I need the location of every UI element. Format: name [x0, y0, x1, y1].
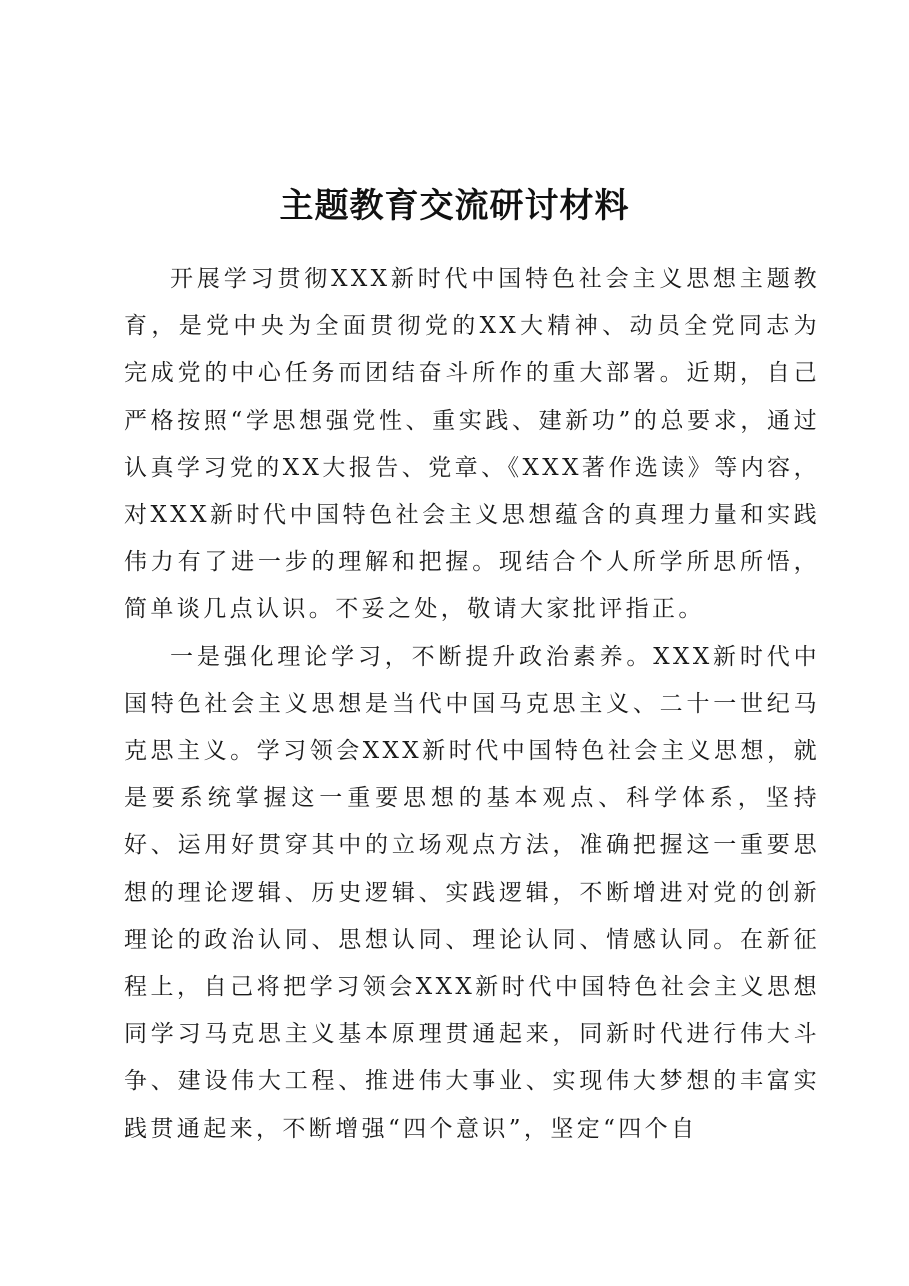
paragraph-intro: 开展学习贯彻XXX新时代中国特色社会主义思想主题教育，是党中央为全面贯彻党的XX大精神、动员全党同志为完成党的中心任务而团结奋斗所作的重大部署。近期，自己严格按照“学思想强党性、重实践、建新功”的总要求，通过认真学习党的XX大报告、党章、《XXX著作选读》等内容，对XXX新时代中国特色社会主义思想蕴含的真理力量和实践伟力有了进一步的理解和把握。现结合个人所学所思所悟，简单谈几点认识。不妥之处，敬请大家批评指正。: [124, 266, 820, 623]
document-title: 主题教育交流研讨材料: [279, 186, 630, 226]
paragraph-theory-study: 一是强化理论学习，不断提升政治素养。XXX新时代中国特色社会主义思想是当代中国马克思主义、二十一世纪马克思主义。学习领会XXX新时代中国特色社会主义思想，就是要系统掌握这一重要思想的基本观点、科学体系，坚持好、运用好贯穿其中的立场观点方法，准确把握这一重要思想的理论逻辑、历史逻辑、实践逻辑，不断增进对党的创新理论的政治认同、思想认同、理论认同、情感认同。在新征程上，自己将把学习领会XXX新时代中国特色社会主义思想同学习马克思主义基本原理贯通起来，同新时代进行伟大斗争、建设伟大工程、推进伟大事业、实现伟大梦想的丰富实践贯通起来，不断增强“四个意识”，坚定“四个自: [124, 643, 820, 1142]
document-body: [124, 256, 820, 1153]
